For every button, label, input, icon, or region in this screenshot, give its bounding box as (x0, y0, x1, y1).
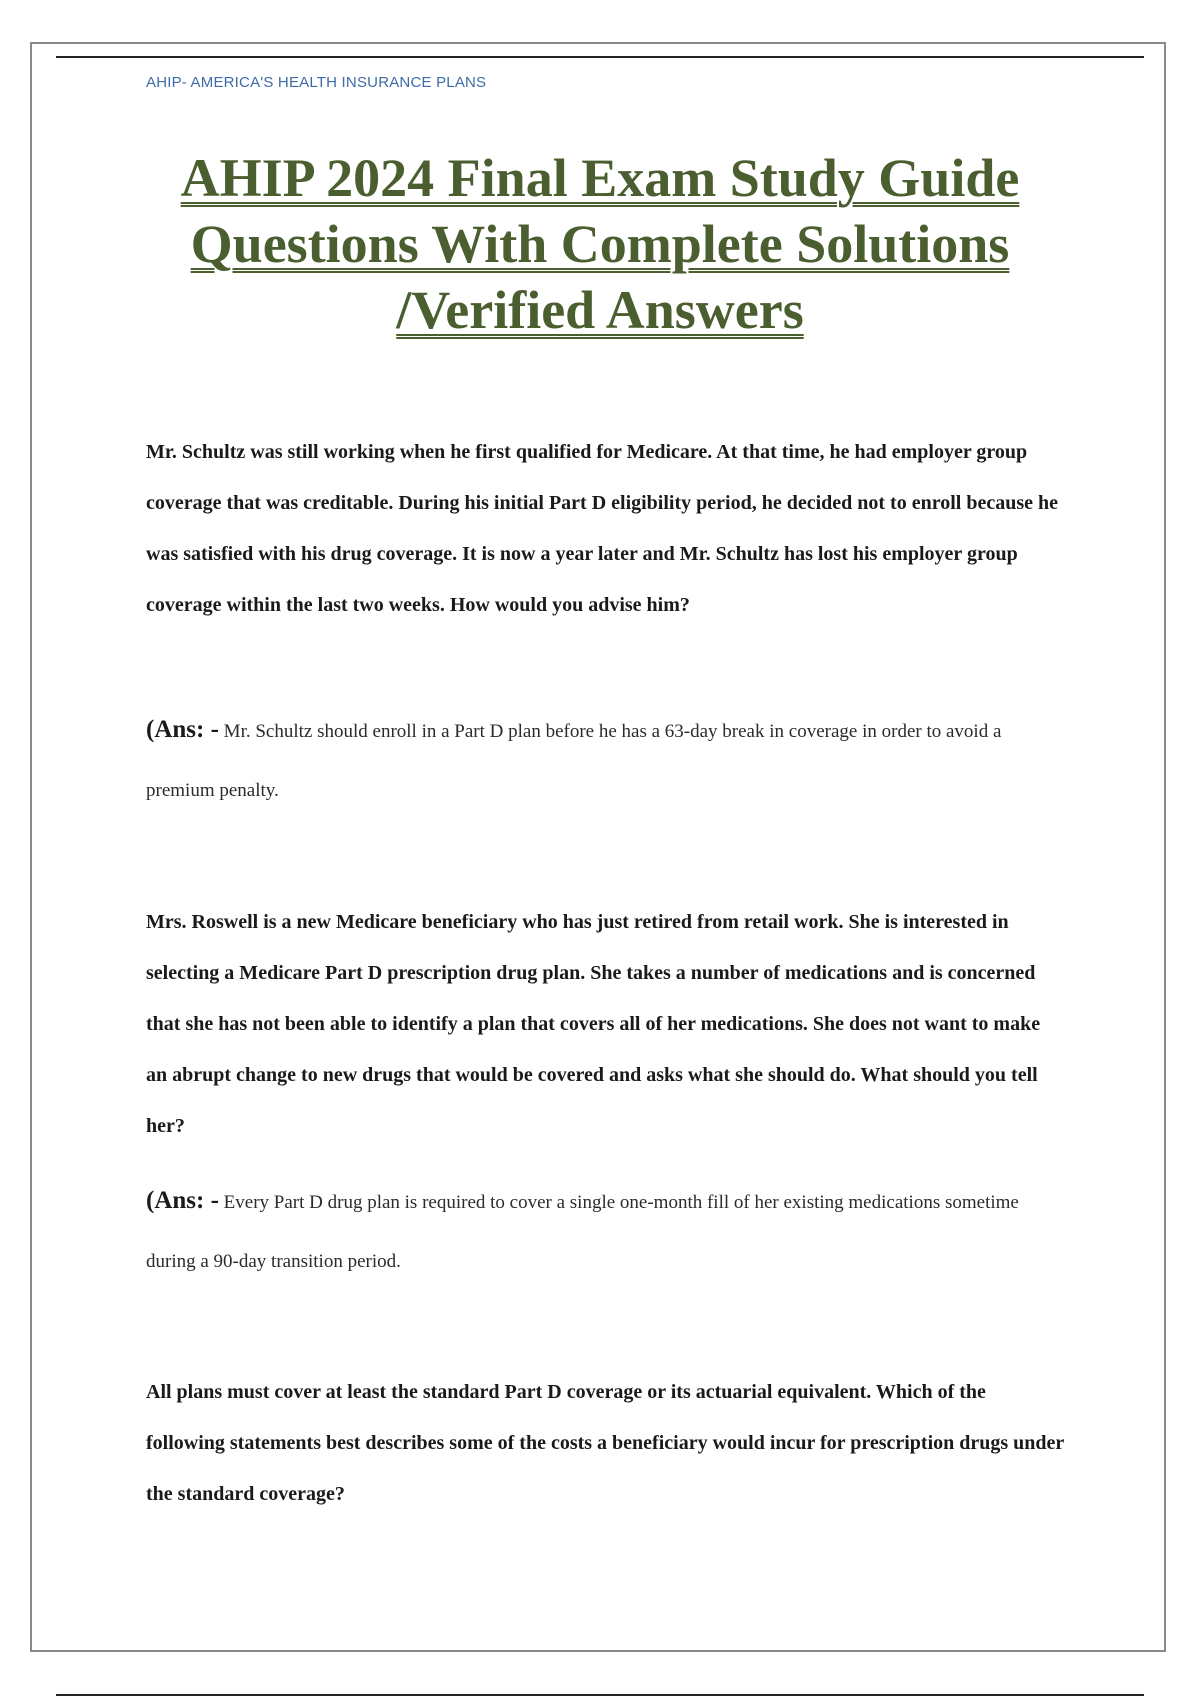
answer-2 (146, 1171, 1066, 1291)
answer-text-1: Mr. Schultz should enroll in a Part D plan before he has a 63-day break in coverage in order to avoid a premium penalty. (146, 721, 1002, 801)
qa-block-2 (146, 897, 1066, 1152)
qa-block-3 (146, 1367, 1066, 1520)
bottom-divider (56, 1694, 1144, 1696)
title-line-3: /Verified Answers (396, 280, 804, 340)
qa-block-1 (146, 427, 1066, 631)
answer-prefix-1: (Ans: - (146, 716, 219, 743)
answer-1 (146, 700, 1066, 820)
question-1: Mr. Schultz was still working when he first qualified for Medicare. At that time, he had employer group coverage that was creditable. During his initial Part D eligibility period, he decided not to enroll because he was satisfied with his drug coverage. It is now a year later and Mr. Schultz has lost his employer group coverage within the last two weeks. How would you advise him? (146, 441, 1058, 616)
answer-block-1 (146, 700, 1066, 820)
title-line-2: Questions With Complete Solutions (190, 214, 1010, 274)
answer-block-2 (146, 1171, 1066, 1291)
question-3: All plans must cover at least the standard Part D coverage or its actuarial equivalent. Which of the following statements best describes some of the costs a beneficiary would incur for prescription drugs under the standard coverage? (146, 1381, 1064, 1505)
question-2: Mrs. Roswell is a new Medicare beneficiary who has just retired from retail work. She is interested in selecting a Medicare Part D prescription drug plan. She takes a number of medications and is concerned that she has not been able to identify a plan that covers all of her medications. She does not want to make an abrupt change to new drugs that would be covered and asks what she should do. What should you tell her? (146, 911, 1041, 1137)
answer-text-2: Every Part D drug plan is required to cover a single one-month fill of her existing medications sometime during a 90-day transition period. (146, 1192, 1019, 1272)
answer-prefix-2: (Ans: - (146, 1187, 219, 1214)
top-divider (56, 56, 1144, 58)
document-header: AHIP- AMERICA'S HEALTH INSURANCE PLANS (146, 74, 487, 91)
title-line-1: AHIP 2024 Final Exam Study Guide (180, 148, 1020, 208)
document-title (120, 145, 1080, 343)
